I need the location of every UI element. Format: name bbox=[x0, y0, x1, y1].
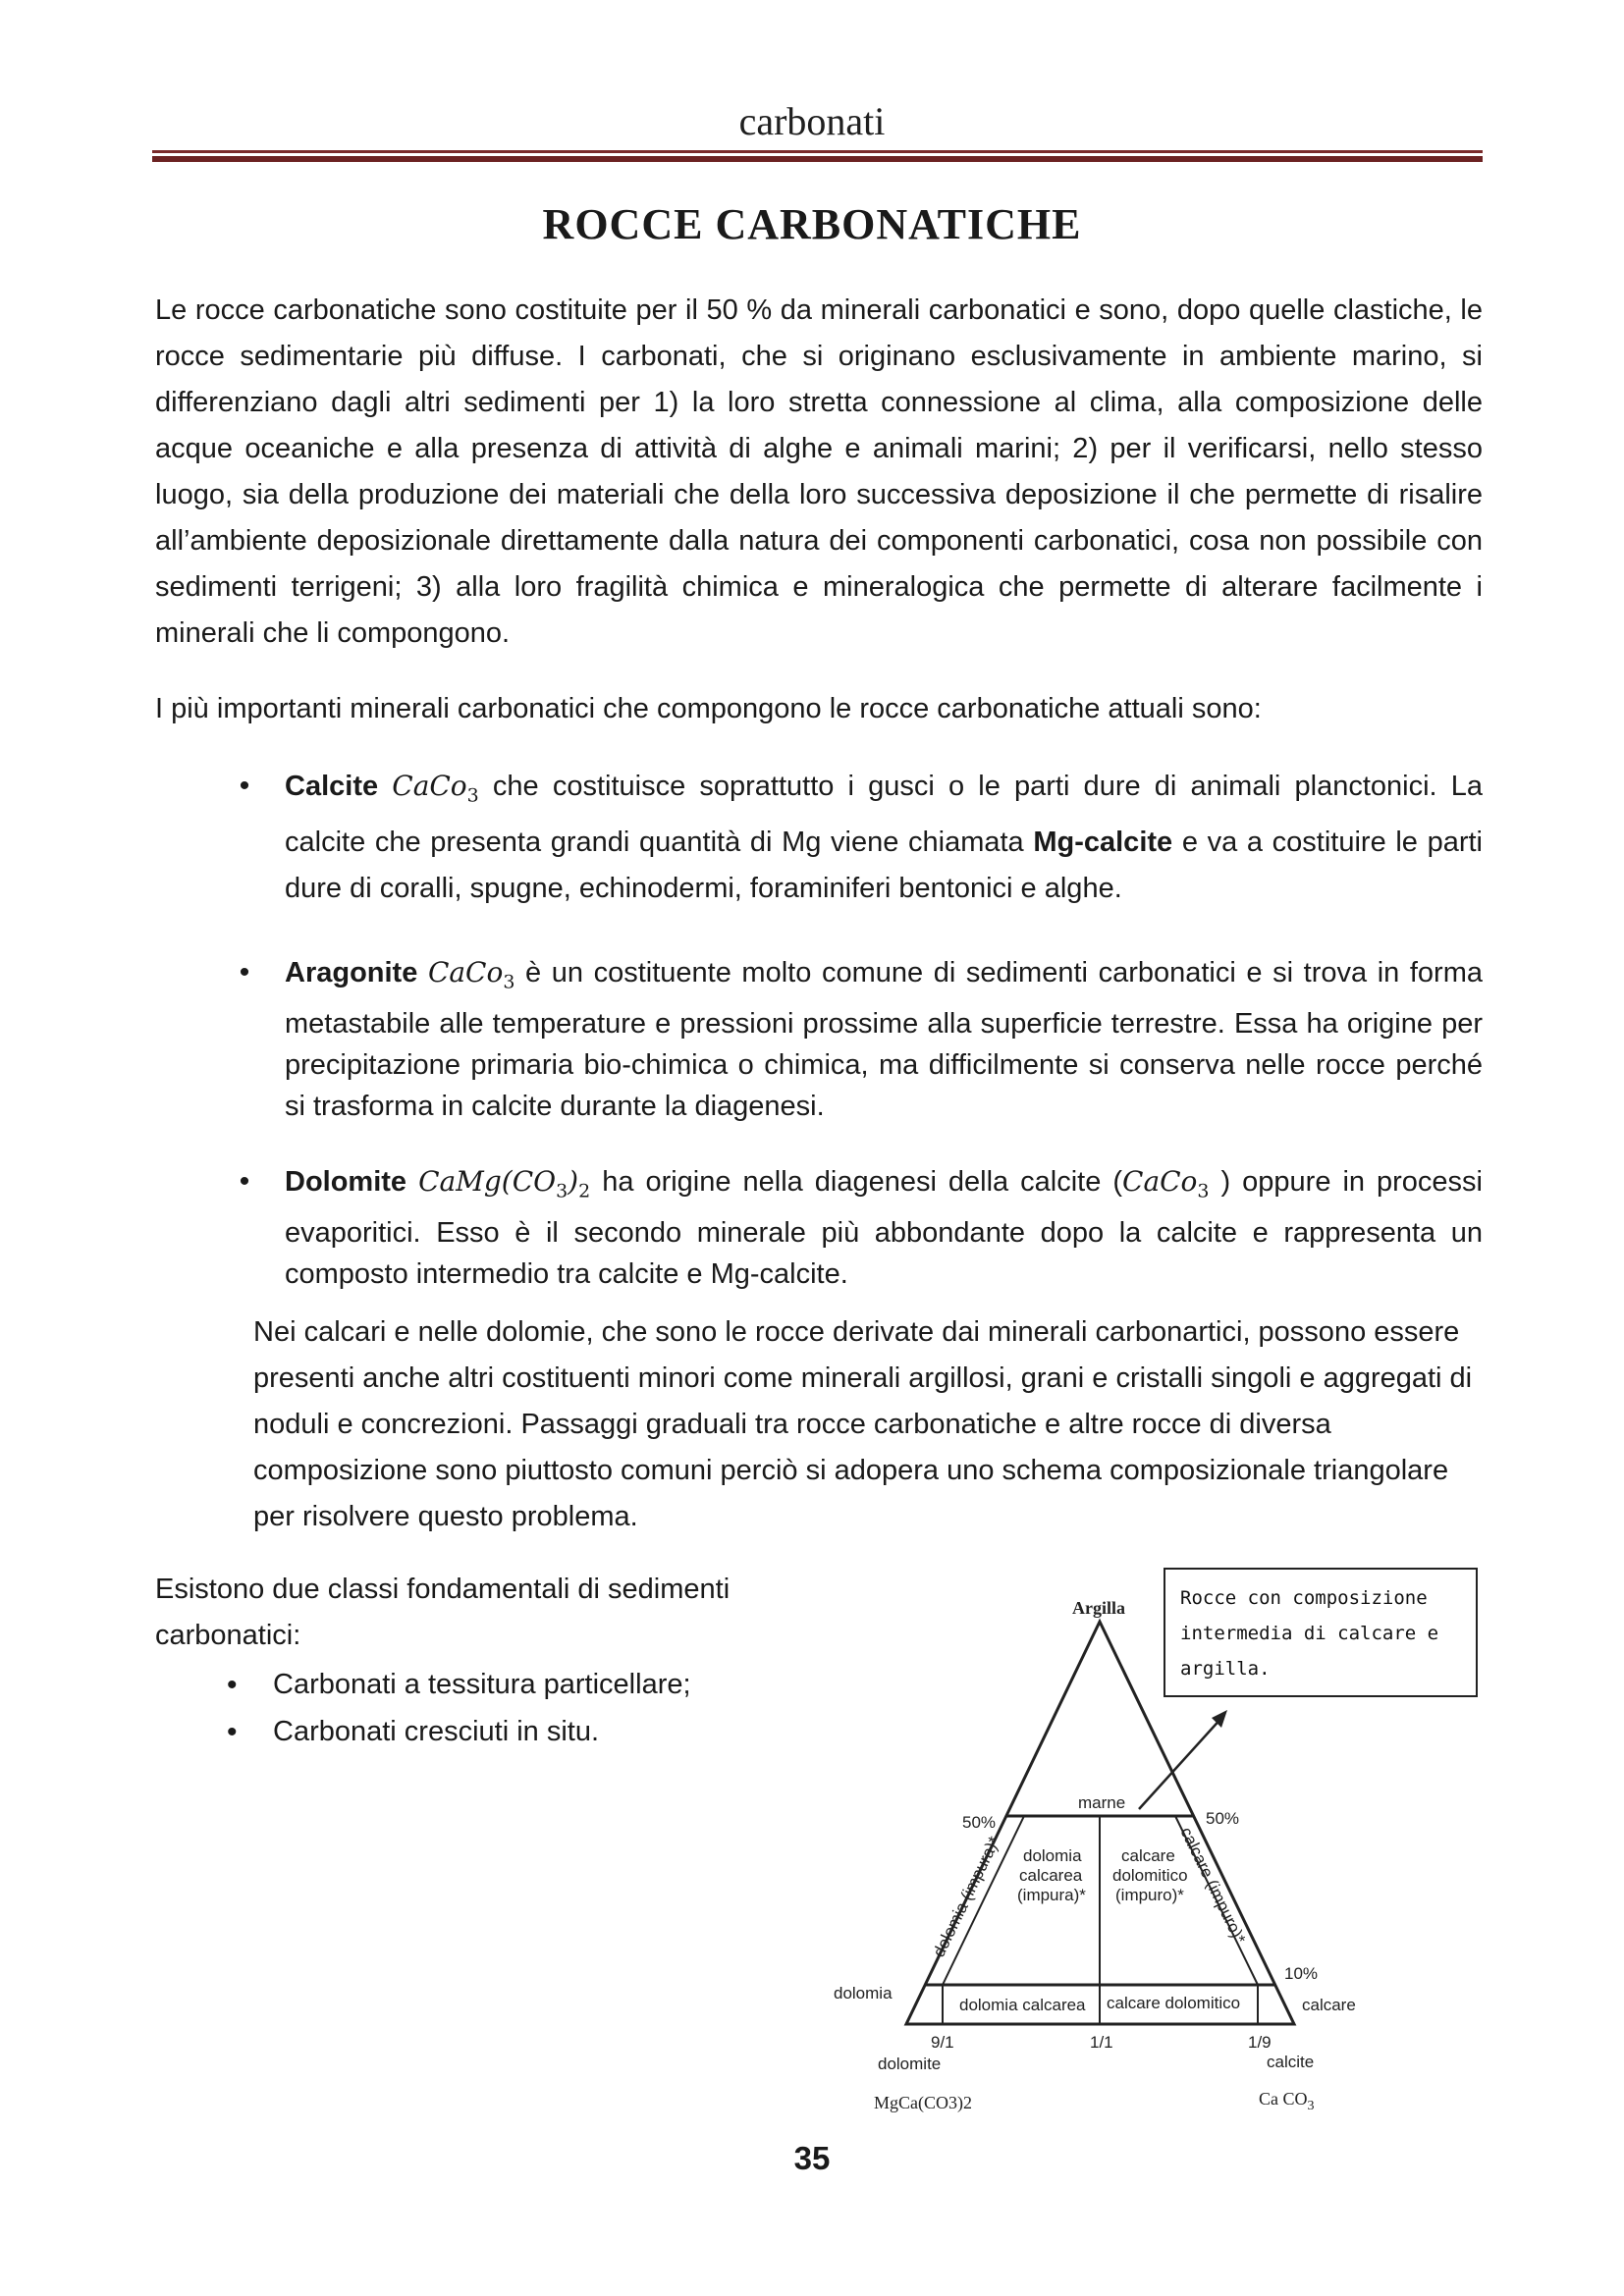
label-calcite: calcite bbox=[1267, 2053, 1315, 2071]
bullet-icon: • bbox=[227, 1716, 238, 1748]
bullet-icon: • bbox=[227, 1669, 238, 1701]
list-item-aragonite bbox=[239, 952, 1483, 1127]
intro-paragraph: Le rocce carbonatiche sono costituite per il 50 % da minerali carbonatici e sono, dopo quelle clastiche, le rocce sedimentarie più diffuse. I carbonati, che si originano esclusivamente in ambiente marino, si differenziano dagli altri sedimenti per 1) la loro stretta connessione al clima, alla composizione delle acque oceaniche e alla presenza di attività di alghe e animali marini; 2) per il verificarsi, nello stesso luogo, sia della produzione dei materiali che della loro successiva deposizione il che permette di risalire all’ambiente deposizionale direttamente dalla natura dei componenti carbonatici, cosa non possibile con sedimenti terrigeni; 3) alla loro fragilità chimica e mineralogica che permette di alterare facilmente i minerali che li compongono. bbox=[155, 294, 1483, 649]
list-item-calcite bbox=[239, 763, 1483, 912]
label-dolomia-calcarea: dolomia calcarea bbox=[959, 1996, 1086, 2014]
bullet-icon: • bbox=[239, 770, 250, 802]
inline-formula: CaCo$_3$ bbox=[1122, 1165, 1210, 1202]
label-calcare-impuro: calcare (impuro)* bbox=[1176, 1824, 1250, 1948]
label-formula-left: MgCa(CO3)2 bbox=[874, 2093, 972, 2112]
label-ratio-9-1: 9/1 bbox=[931, 2033, 954, 2052]
callout-line-2: intermedia di calcare e bbox=[1180, 1623, 1439, 1644]
bold-term: Mg-calcite bbox=[1033, 826, 1173, 858]
label-ratio-1-9: 1/9 bbox=[1248, 2033, 1272, 2052]
running-header: carbonati bbox=[738, 99, 886, 143]
label-calcare-dolomitico-impuro-2: dolomitico bbox=[1112, 1866, 1188, 1885]
page-number: 35 bbox=[793, 2140, 831, 2176]
list-item-dolomite bbox=[239, 1161, 1483, 1295]
mineral-formula: CaCo$_3$ bbox=[427, 956, 515, 993]
label-dolomia-calcarea-impura-2: calcarea bbox=[1019, 1866, 1083, 1885]
label-calcare-dolomitico-impuro-3: (impuro)* bbox=[1115, 1886, 1184, 1904]
label-calcare-dolomitico: calcare dolomitico bbox=[1107, 1994, 1241, 2012]
label-10pct: 10% bbox=[1284, 1964, 1319, 1983]
label-ratio-1-1: 1/1 bbox=[1090, 2033, 1113, 2052]
label-calcare: calcare bbox=[1302, 1996, 1356, 2014]
callout-line-1: Rocce con composizione bbox=[1180, 1587, 1428, 1609]
list-item: • Carbonati cresciuti in situ. bbox=[273, 1709, 599, 1755]
mineral-name: Dolomite bbox=[285, 1166, 407, 1198]
label-50pct-left: 50% bbox=[962, 1813, 997, 1832]
label-dolomia-calcarea-impura-3: (impura)* bbox=[1017, 1886, 1086, 1904]
label-calcare-dolomitico-impuro-1: calcare bbox=[1121, 1846, 1175, 1865]
apex-label: Argilla bbox=[1072, 1598, 1125, 1618]
mineral-text: che costituisce soprattutto i gusci o le parti dure di animali planctonici. La calcite che presenta grandi quantità di Mg viene chiamata bbox=[285, 771, 1483, 858]
composition-paragraph: Nei calcari e nelle dolomie, che sono le rocce derivate dai minerali carbonartici, possono essere presenti anche altri costituenti minori come minerali argillosi, grani e cristalli singoli e aggregati di noduli e concrezioni. Passaggi graduali tra rocce carbonatiche e altre rocce di diversa composizione sono piuttosto comuni perciò si adopera uno schema composizionale triangolare per risolvere questo problema. bbox=[253, 1316, 1473, 1532]
bullet-icon: • bbox=[239, 1165, 250, 1198]
mineral-name: Aragonite bbox=[285, 957, 418, 988]
label-formula-right: Ca $CO_3$ bbox=[1259, 2089, 1315, 2113]
mineral-formula: $CaMg(CO_3)_2$ bbox=[418, 1165, 591, 1202]
header-rule bbox=[152, 150, 1483, 162]
label-dolomia-calcarea-impura-1: dolomia bbox=[1023, 1846, 1082, 1865]
header-rule-thick bbox=[152, 156, 1483, 162]
mineral-text-end: ) oppure in processi evaporitici. Esso è il secondo minerale più abbondante dopo la calcite e rappresenta un composto intermedio tra calcite e Mg-calcite. bbox=[285, 1166, 1483, 1290]
list-item: • Carbonati a tessitura particellare; bbox=[273, 1662, 691, 1708]
bullet-icon: • bbox=[239, 956, 250, 988]
label-dolomia-impura: dolomia (impura)* bbox=[929, 1833, 1004, 1960]
callout-line-3: argilla. bbox=[1180, 1658, 1271, 1680]
mineral-formula: CaCo$_3$ bbox=[392, 770, 479, 807]
page-title: ROCCE CARBONATICHE bbox=[542, 200, 1082, 248]
mineral-name: Calcite bbox=[285, 771, 379, 802]
label-50pct-right: 50% bbox=[1206, 1809, 1240, 1828]
ternary-diagram bbox=[815, 1561, 1483, 2130]
header-rule-thin bbox=[152, 150, 1483, 153]
label-dolomite: dolomite bbox=[878, 2055, 942, 2073]
classes-intro: Esistono due classi fondamentali di sedimenti carbonatici: bbox=[155, 1574, 731, 1651]
label-marne: marne bbox=[1078, 1793, 1126, 1812]
mineral-text: ha origine nella diagenesi della calcite ( bbox=[590, 1166, 1123, 1198]
mineral-text-end: e va a costituire le parti dure di coralli, spugne, echinodermi, foraminiferi bentonici e alghe. bbox=[285, 826, 1483, 904]
mineral-text: è un costituente molto comune di sedimenti carbonatici e si trova in forma metastabile alle temperature e pressioni prossime alla superficie terrestre. Essa ha origine per precipitazione primaria bio-chimica o chimica, ma difficilmente si conserva nelle rocce perché si trasforma in calcite durante la diagenesi. bbox=[285, 957, 1483, 1122]
label-dolomia: dolomia bbox=[834, 1984, 893, 2002]
minerals-intro: I più importanti minerali carbonatici che compongono le rocce carbonatiche attuali sono: bbox=[155, 693, 1262, 724]
